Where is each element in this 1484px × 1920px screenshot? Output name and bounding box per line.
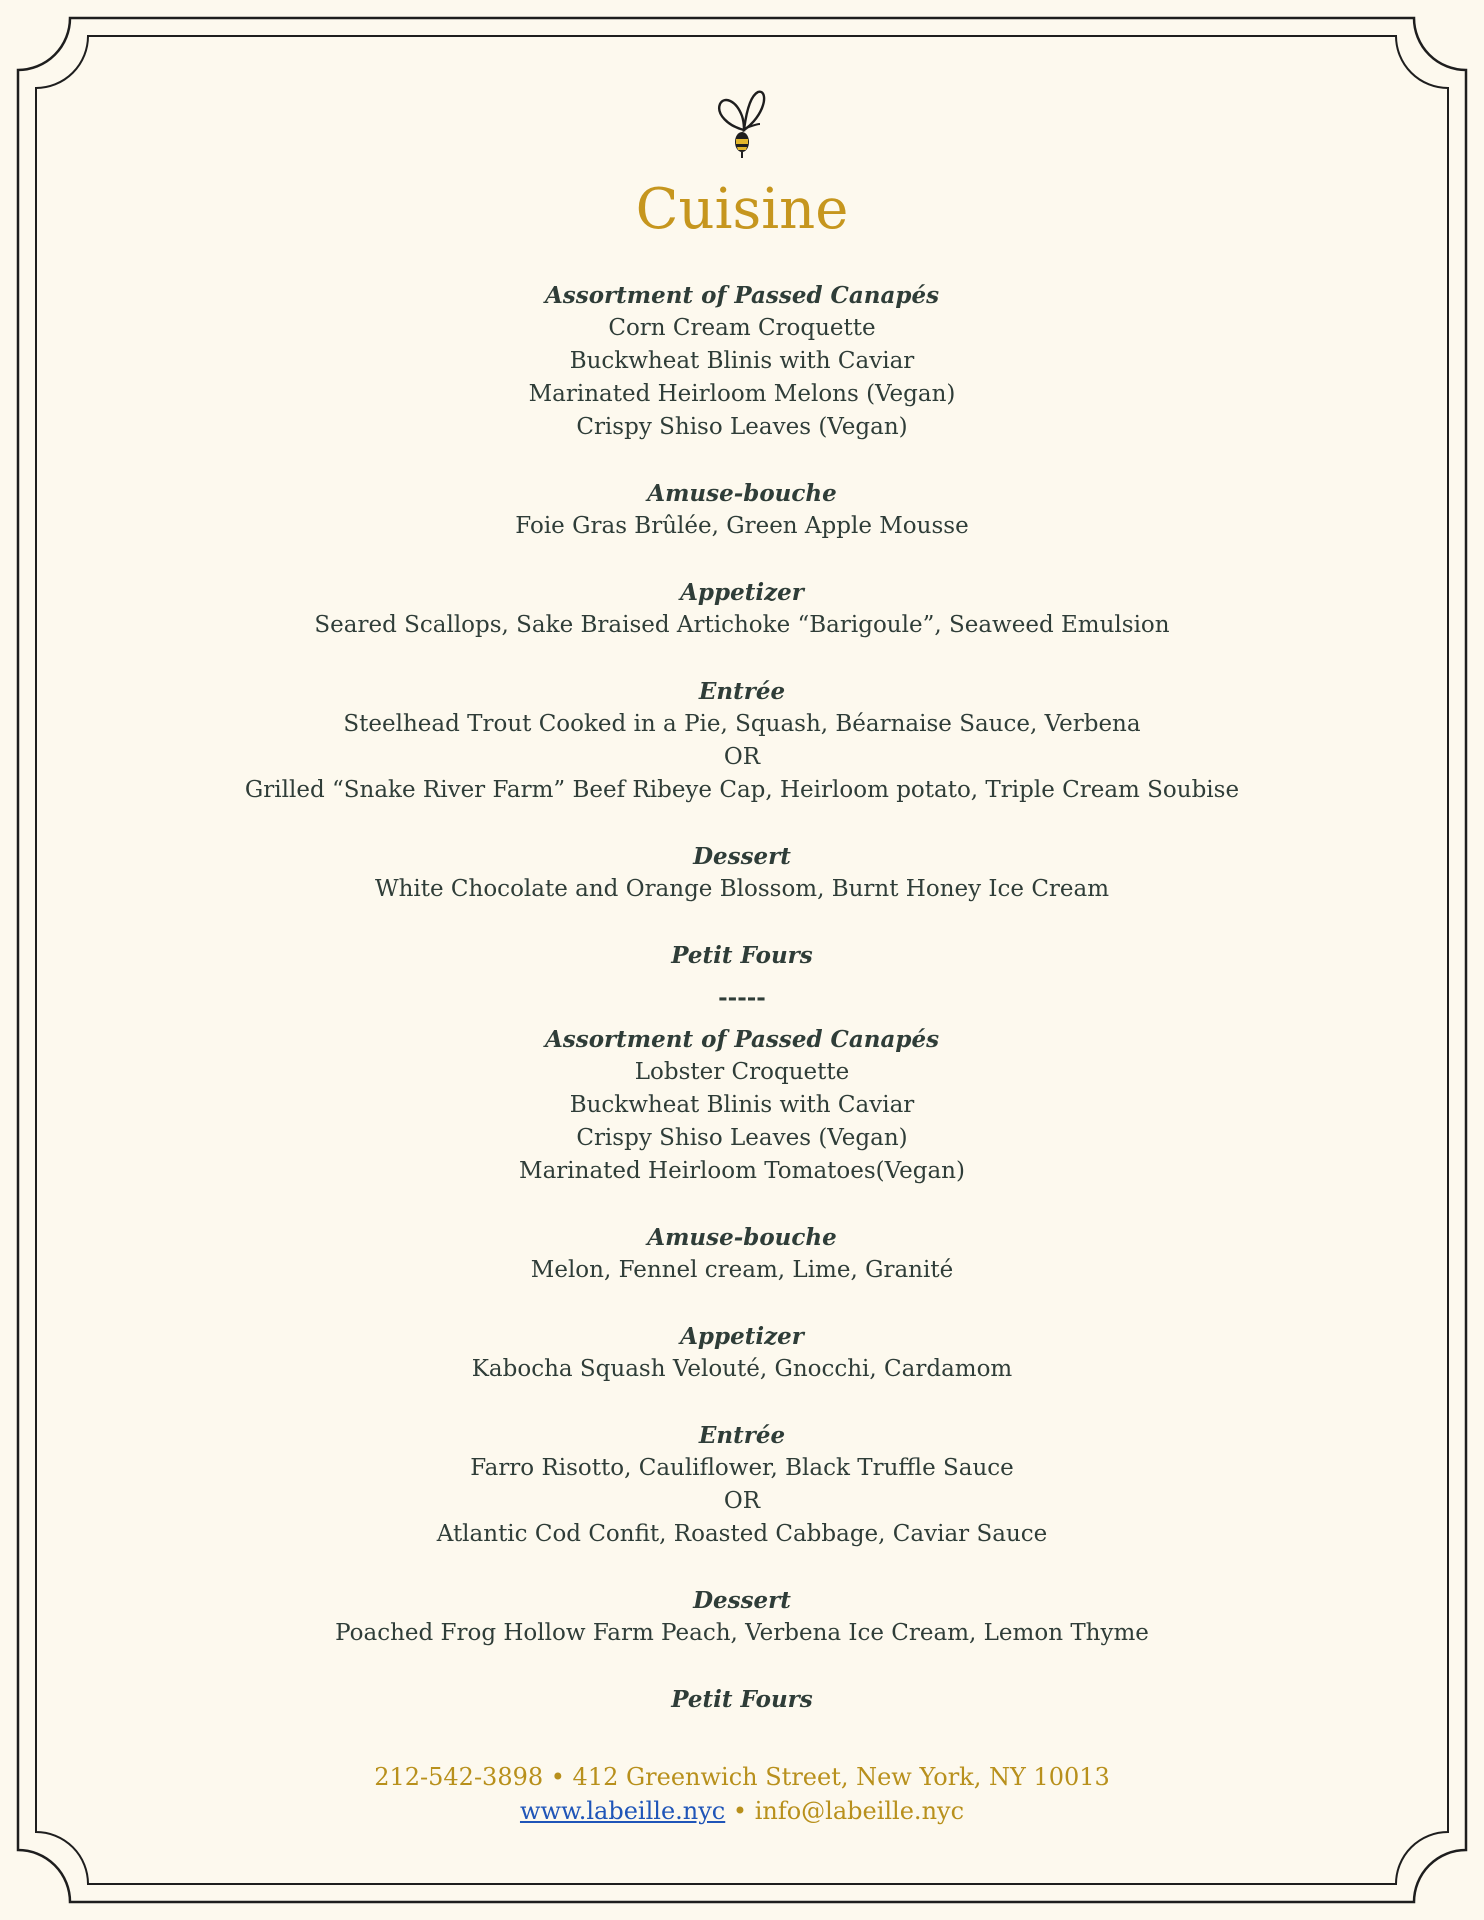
dish: Seared Scallops, Sake Braised Artichoke “Barigoule”, Seaweed Emulsion	[314, 612, 1170, 638]
course-heading: Amuse-bouche	[647, 480, 837, 507]
course-canapes	[0, 279, 1484, 444]
or-divider: OR	[723, 744, 761, 770]
dish: Marinated Heirloom Tomatoes(Vegan)	[519, 1158, 965, 1184]
footer	[0, 1760, 1484, 1828]
website-link[interactable]: www.labeille.nyc	[519, 1797, 726, 1825]
dish: Crispy Shiso Leaves (Vegan)	[576, 414, 908, 440]
dish: Marinated Heirloom Melons (Vegan)	[528, 381, 956, 407]
course-appetizer	[0, 1320, 1484, 1386]
separator-bullet: •	[732, 1797, 748, 1825]
dish: Farro Risotto, Cauliflower, Black Truffle Sauce	[470, 1455, 1014, 1481]
dish: Poached Frog Hollow Farm Peach, Verbena Ice Cream, Lemon Thyme	[335, 1620, 1149, 1646]
contact-line: 212-542-3898 • 412 Greenwich Street, New York, NY 10013	[374, 1763, 1110, 1791]
course-heading: Entrée	[698, 678, 786, 705]
or-divider: OR	[723, 1488, 761, 1514]
course-heading: Appetizer	[680, 1323, 804, 1350]
course-entree	[0, 675, 1484, 807]
dish: Lobster Croquette	[634, 1059, 850, 1085]
course-heading: Assortment of Passed Canapés	[544, 1026, 940, 1053]
dish: Melon, Fennel cream, Lime, Granité	[530, 1257, 954, 1283]
course-heading: Petit Fours	[671, 942, 813, 969]
dish: Buckwheat Blinis with Caviar	[569, 1092, 915, 1118]
dish: Atlantic Cod Confit, Roasted Cabbage, Caviar Sauce	[436, 1521, 1048, 1547]
menu-one	[0, 279, 1484, 972]
course-heading: Appetizer	[680, 579, 804, 606]
page-title: Cuisine	[635, 177, 849, 242]
dish: White Chocolate and Orange Blossom, Burnt Honey Ice Cream	[374, 876, 1110, 902]
dish: Corn Cream Croquette	[608, 315, 876, 341]
course-heading: Dessert	[693, 1587, 791, 1614]
dish: Foie Gras Brûlée, Green Apple Mousse	[515, 513, 969, 539]
course-dessert	[0, 1584, 1484, 1650]
course-appetizer	[0, 576, 1484, 642]
dish: Buckwheat Blinis with Caviar	[569, 348, 915, 374]
course-petit-fours	[0, 939, 1484, 972]
dish: Crispy Shiso Leaves (Vegan)	[576, 1125, 908, 1151]
dish: Grilled “Snake River Farm” Beef Ribeye Cap, Heirloom potato, Triple Cream Soubise	[244, 777, 1240, 803]
bee-icon	[706, 86, 778, 162]
web-line	[0, 1794, 1484, 1828]
course-canapes	[0, 1023, 1484, 1188]
course-heading: Dessert	[693, 843, 791, 870]
course-amuse-bouche	[0, 477, 1484, 543]
dish: Steelhead Trout Cooked in a Pie, Squash, Béarnaise Sauce, Verbena	[343, 711, 1141, 737]
menu-separator: -----	[718, 984, 766, 1011]
course-petit-fours	[0, 1683, 1484, 1716]
course-heading: Entrée	[698, 1422, 786, 1449]
menu-two	[0, 1023, 1484, 1716]
course-entree	[0, 1419, 1484, 1551]
dish: Kabocha Squash Velouté, Gnocchi, Cardamom	[471, 1356, 1013, 1382]
course-dessert	[0, 840, 1484, 906]
course-heading: Assortment of Passed Canapés	[544, 282, 940, 309]
course-heading: Amuse-bouche	[647, 1224, 837, 1251]
email-address[interactable]: info@labeille.nyc	[754, 1797, 965, 1825]
course-amuse-bouche	[0, 1221, 1484, 1287]
course-heading: Petit Fours	[671, 1686, 813, 1713]
menu	[0, 279, 1484, 1749]
